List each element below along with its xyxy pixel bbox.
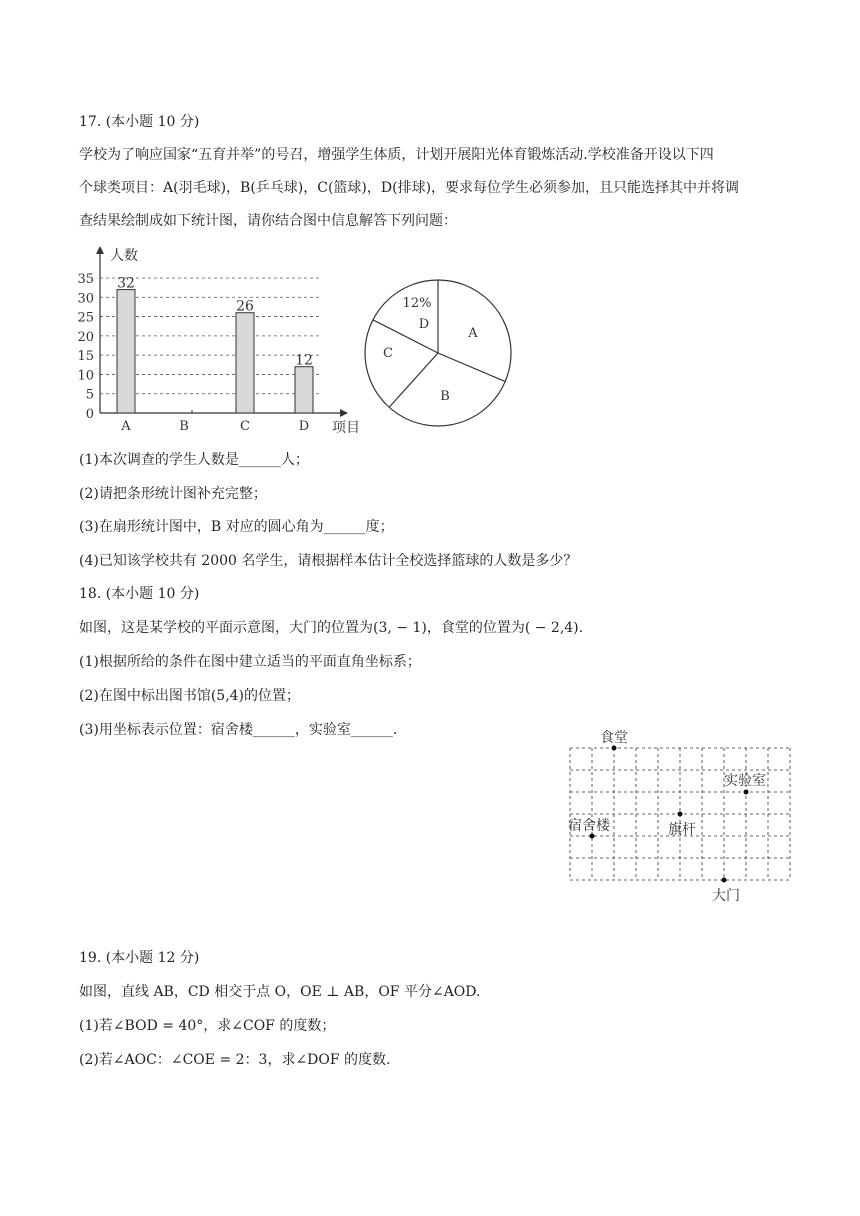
q18-heading: 18. (本小题 10 分) [79,586,200,602]
map-point [612,746,617,751]
y-tick-label: 30 [77,291,94,307]
bar-value-label: 26 [236,298,254,315]
map-point [744,790,749,795]
q17-part-3: (3)在扇形统计图中，B 对应的圆心角为______度； [79,519,394,535]
q18-part-3: (3)用坐标表示位置：宿舍楼______，实验室______. [79,722,398,738]
pie-slice-label: D [418,317,430,332]
map-place-label: 实验室 [724,773,766,789]
q18-part-2: (2)在图中标出图书馆(5,4)的位置； [79,688,301,704]
pie-slice-label: B [440,389,450,404]
map-place-label: 旗杆 [668,822,696,838]
q19-part-1: (1)若∠BOD = 40°，求∠COF 的度数； [79,1018,336,1034]
q18-part-1: (1)根据所给的条件在图中建立适当的平面直角坐标系； [79,654,421,670]
pie-percent-label: 12% [402,296,432,311]
y-tick-label: 0 [85,407,94,422]
y-tick-label: 15 [77,349,94,365]
y-axis-title: 人数 [110,248,138,264]
q19-part-2: (2)若∠AOC：∠COE = 2：3，求∠DOF 的度数. [79,1052,391,1068]
y-tick-label: 10 [77,368,94,384]
bar-value-label: 32 [117,275,135,292]
map-point [678,812,683,817]
x-axis-arrow [340,409,348,417]
q17-part-2: (2)请把条形统计图补充完整； [79,486,267,502]
bar [236,313,254,413]
school-map [560,730,800,910]
q19-intro: 如图，直线 AB，CD 相交于点 O，OE ⊥ AB，OF 平分∠AOD. [79,984,481,1000]
bar [117,290,135,413]
q17-heading: 17. (本小题 10 分) [79,114,200,130]
q19-heading: 19. (本小题 12 分) [79,950,200,966]
x-tick-label: B [179,419,189,434]
bar-value-label: 12 [295,352,313,369]
y-tick-label: 20 [77,329,94,345]
bar [295,367,313,413]
q17-part-4: (4)已知该学校共有 2000 名学生，请根据样本估计全校选择篮球的人数是多少？ [79,553,578,569]
map-place-label: 食堂 [600,730,628,746]
pie-slice-label: A [468,326,478,341]
x-axis-title: 项目 [332,420,360,436]
y-axis-arrow [96,246,104,254]
map-place-label: 宿舍楼 [568,818,610,834]
y-tick-label: 25 [77,310,94,326]
x-tick-label: A [121,419,131,434]
pie-chart [360,275,520,435]
bar-chart [70,240,370,440]
map-place-label: 大门 [712,888,740,904]
y-tick-label: 5 [85,387,94,403]
y-tick-label: 35 [77,272,94,287]
x-tick-label: C [240,419,250,434]
q17-intro-line-2: 个球类项目：A(羽毛球)，B(乒乓球)，C(篮球)，D(排球)，要求每位学生必须参加，且只能选择其中并将调 [79,180,740,196]
pie-slice-label: C [383,346,393,361]
q17-part-1: (1)本次调查的学生人数是______人； [79,452,309,468]
q18-intro: 如图，这是某学校的平面示意图，大门的位置为(3, − 1)，食堂的位置为( − 2,4). [79,620,584,636]
x-tick-label: D [298,419,310,434]
map-point [722,878,727,883]
map-point [590,834,595,839]
q17-intro-line-3: 查结果绘制成如下统计图，请你结合图中信息解答下列问题： [79,213,457,229]
q17-intro-line-1: 学校为了响应国家“五育并举”的号召，增强学生体质，计划开展阳光体育锻炼活动.学校准备开设以下四 [79,147,714,163]
